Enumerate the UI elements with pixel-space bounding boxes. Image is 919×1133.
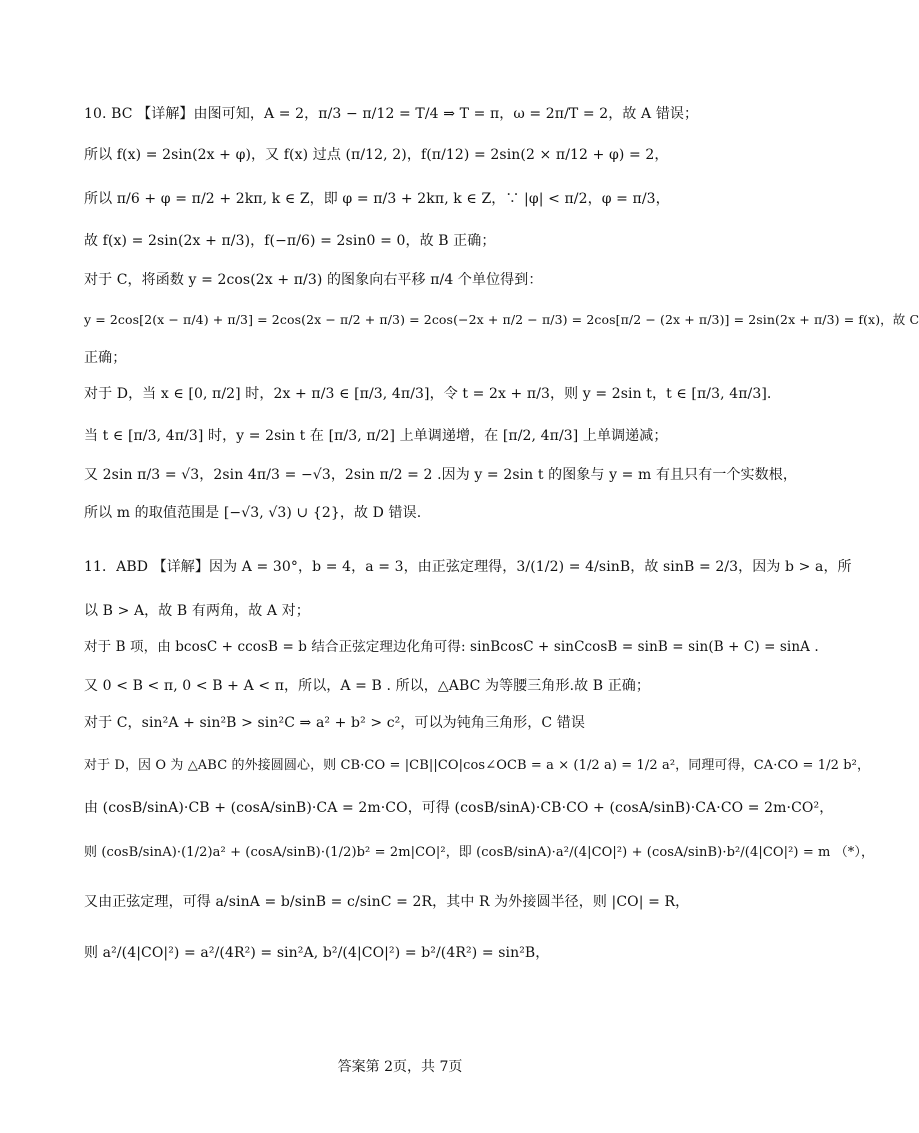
q11-line-3: 对于 B 项，由 bcosC + ccosB = b 结合正弦定理边化角可得: sinBcosC + sinCcosB = sinB = sin(B + C) = sinA . <box>84 639 819 655</box>
q11-line-9: 又由正弦定理，可得 a/sinA = b/sinB = c/sinC = 2R，其中 R 为外接圆半径，则 |CO| = R， <box>84 894 690 910</box>
q11-line-2: 以 B > A，故 B 有两角，故 A 对； <box>84 603 310 619</box>
q11-line-6: 对于 D，因 O 为 △ABC 的外接圆圆心，则 CB·CO = |CB||CO|cos∠OCB = a × (1/2 a) = 1/2 a²，同理可得，CA·CO = 1/2 b²， <box>84 758 871 773</box>
q10-line-5: 对于 C，将函数 y = 2cos(2x + π/3) 的图象向右平移 π/4 个单位得到： <box>84 272 543 288</box>
q10-line-3: 所以 π/6 + φ = π/2 + 2kπ, k ∈ Z，即 φ = π/3 + 2kπ, k ∈ Z，∵ |φ| < π/2，φ = π/3， <box>84 191 670 207</box>
q11-line-4: 又 0 < B < π, 0 < B + A < π，所以，A = B . 所以，△ABC 为等腰三角形.故 B 正确； <box>84 678 651 694</box>
q11-line-5: 对于 C，sin²A + sin²B > sin²C ⇒ a² + b² > c²，可以为钝角三角形，C 错误 <box>84 715 585 731</box>
q10-line-7: 正确； <box>84 350 127 366</box>
q11-line-7: 由 (cosB/sinA)·CB + (cosA/sinB)·CA = 2m·CO，可得 (cosB/sinA)·CB·CO + (cosA/sinB)·CA·CO = 2m·CO²， <box>84 800 834 816</box>
q10-line-2: 所以 f(x) = 2sin(2x + φ)，又 f(x) 过点 (π/12, 2)，f(π/12) = 2sin(2 × π/12 + φ) = 2， <box>84 147 669 163</box>
q10-line-8: 对于 D，当 x ∈ [0, π/2] 时，2x + π/3 ∈ [π/3, 4π/3]，令 t = 2x + π/3，则 y = 2sin t，t ∈ [π/3, 4π/3]. <box>84 386 772 402</box>
q11-line-10: 则 a²/(4|CO|²) = a²/(4R²) = sin²A, b²/(4|CO|²) = b²/(4R²) = sin²B， <box>84 945 550 961</box>
q11-line-8: 则 (cosB/sinA)·(1/2)a² + (cosA/sinB)·(1/2)b² = 2m|CO|²，即 (cosB/sinA)·a²/(4|CO|²) + (cosA/sinB)·b²/(4|CO|²) = m （*）， <box>84 845 875 860</box>
q10-line-11: 所以 m 的取值范围是 [−√3, √3) ∪ {2}，故 D 错误. <box>84 505 422 521</box>
q11-line-1: 11．ABD 【详解】因为 A = 30°，b = 4，a = 3，由正弦定理得，3/(1/2) = 4/sinB，故 sinB = 2/3，因为 b > a，所 <box>84 559 852 575</box>
q10-line-10: 又 2sin π/3 = √3，2sin 4π/3 = −√3，2sin π/2 = 2 .因为 y = 2sin t 的图象与 y = m 有且只有一个实数根， <box>84 467 797 483</box>
q10-line-6: y = 2cos[2(x − π/4) + π/3] = 2cos(2x − π/2 + π/3) = 2cos(−2x + π/2 − π/3) = 2cos[π/2 − (2x + π/3)] = 2sin(2x + π/3) = f(x)，故 C <box>84 312 919 327</box>
page-footer: 答案第 2页，共 7页 <box>337 1059 463 1075</box>
q10-line-4: 故 f(x) = 2sin(2x + π/3)，f(−π/6) = 2sin0 = 0，故 B 正确； <box>84 233 496 249</box>
q10-line-1: 10. BC 【详解】由图可知，A = 2，π/3 − π/12 = T/4 ⇒ T = π，ω = 2π/T = 2，故 A 错误； <box>84 106 699 122</box>
q10-line-9: 当 t ∈ [π/3, 4π/3] 时，y = 2sin t 在 [π/3, π/2] 上单调递增，在 [π/2, 4π/3] 上单调递减； <box>84 428 668 444</box>
